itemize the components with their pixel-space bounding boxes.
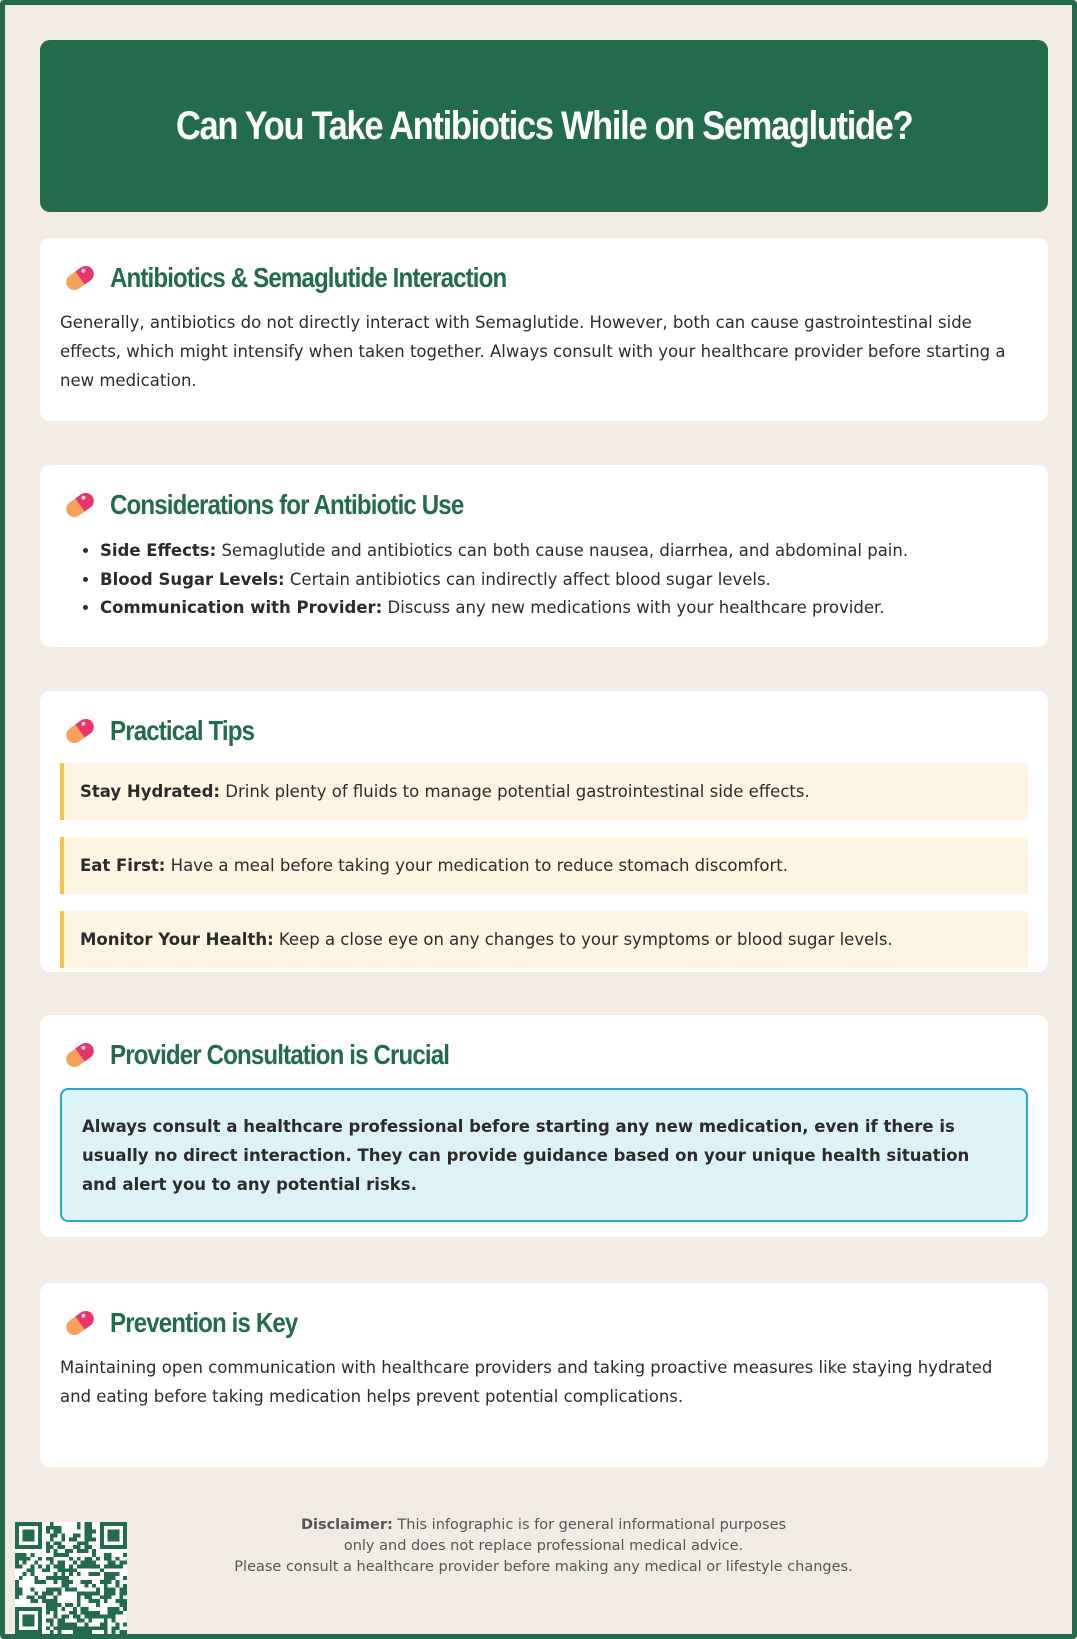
item-text: Discuss any new medications with your healthcare provider.	[382, 598, 885, 617]
section-title: Practical Tips	[110, 715, 255, 746]
list-item	[100, 594, 1028, 623]
section-title: Antibiotics & Semaglutide Interaction	[110, 262, 507, 293]
section-title: Considerations for Antibiotic Use	[110, 489, 464, 520]
list-item	[100, 566, 1028, 595]
item-label: Side Effects:	[100, 541, 217, 560]
page-header	[40, 40, 1048, 212]
item-text: Semaglutide and antibiotics can both cause nausea, diarrhea, and abdominal pain.	[216, 541, 909, 560]
section-title: Prevention is Key	[110, 1307, 298, 1338]
tip-item	[60, 911, 1028, 968]
section-tips	[40, 691, 1048, 972]
item-text: Certain antibiotics can indirectly affect blood sugar levels.	[284, 569, 771, 589]
section-considerations	[40, 465, 1048, 647]
section-header	[60, 1037, 1028, 1073]
section-prevention	[40, 1283, 1048, 1467]
item-label: Blood Sugar Levels:	[100, 569, 285, 589]
tip-label: Monitor Your Health:	[80, 930, 274, 949]
list-item	[100, 537, 1028, 566]
pill-icon	[60, 1305, 100, 1341]
tips-list	[60, 763, 1028, 968]
section-body: Maintaining open communication with healthcare providers and taking proactive measures like staying hydrated and eating before taking medication helps prevent potential complications.	[60, 1358, 993, 1406]
pill-icon	[60, 487, 100, 523]
consultation-callout: Always consult a healthcare professional before starting any new medication, even if there is usually no direct interaction. They can provide guidance based on your unique health situation and alert you to any potential risks.	[60, 1088, 1028, 1222]
section-body: Generally, antibiotics do not directly interact with Semaglutide. However, both can cause gastrointestinal side effects, which might intensify when taken together. Always consult with your healthcare provider before starting a new medication.	[60, 313, 1006, 390]
disclaimer-line-3: Please consult a healthcare provider before making any medical or lifestyle changes.	[234, 1559, 853, 1575]
disclaimer-line-1	[5, 1515, 1077, 1536]
tip-item	[60, 837, 1028, 894]
tip-text: Drink plenty of fluids to manage potential gastrointestinal side effects.	[220, 782, 810, 801]
section-title: Provider Consultation is Crucial	[110, 1039, 450, 1070]
section-header	[60, 713, 1028, 749]
section-header	[60, 260, 1028, 296]
tip-text: Keep a close eye on any changes to your symptoms or blood sugar levels.	[273, 930, 893, 949]
tip-text: Have a meal before taking your medication to reduce stomach discomfort.	[165, 856, 788, 875]
disclaimer-label: Disclaimer:	[300, 1517, 393, 1533]
pill-icon	[60, 260, 100, 296]
section-header	[60, 1305, 1028, 1341]
item-label: Communication with Provider:	[100, 598, 383, 617]
section-interaction	[40, 238, 1048, 421]
disclaimer-line-2: only and does not replace professional medical advice.	[343, 1538, 744, 1554]
section-consultation	[40, 1015, 1048, 1237]
tip-label: Eat First:	[80, 856, 166, 875]
pill-icon	[60, 1037, 100, 1073]
page-title: Can You Take Antibiotics While on Semaglutide?	[175, 103, 913, 148]
section-header	[60, 487, 1028, 523]
tip-item	[60, 763, 1028, 820]
considerations-list	[60, 537, 1028, 623]
disclaimer-text: This infographic is for general informational purposes	[392, 1517, 787, 1533]
disclaimer	[5, 1515, 1077, 1578]
tip-label: Stay Hydrated:	[80, 782, 221, 801]
pill-icon	[60, 713, 100, 749]
